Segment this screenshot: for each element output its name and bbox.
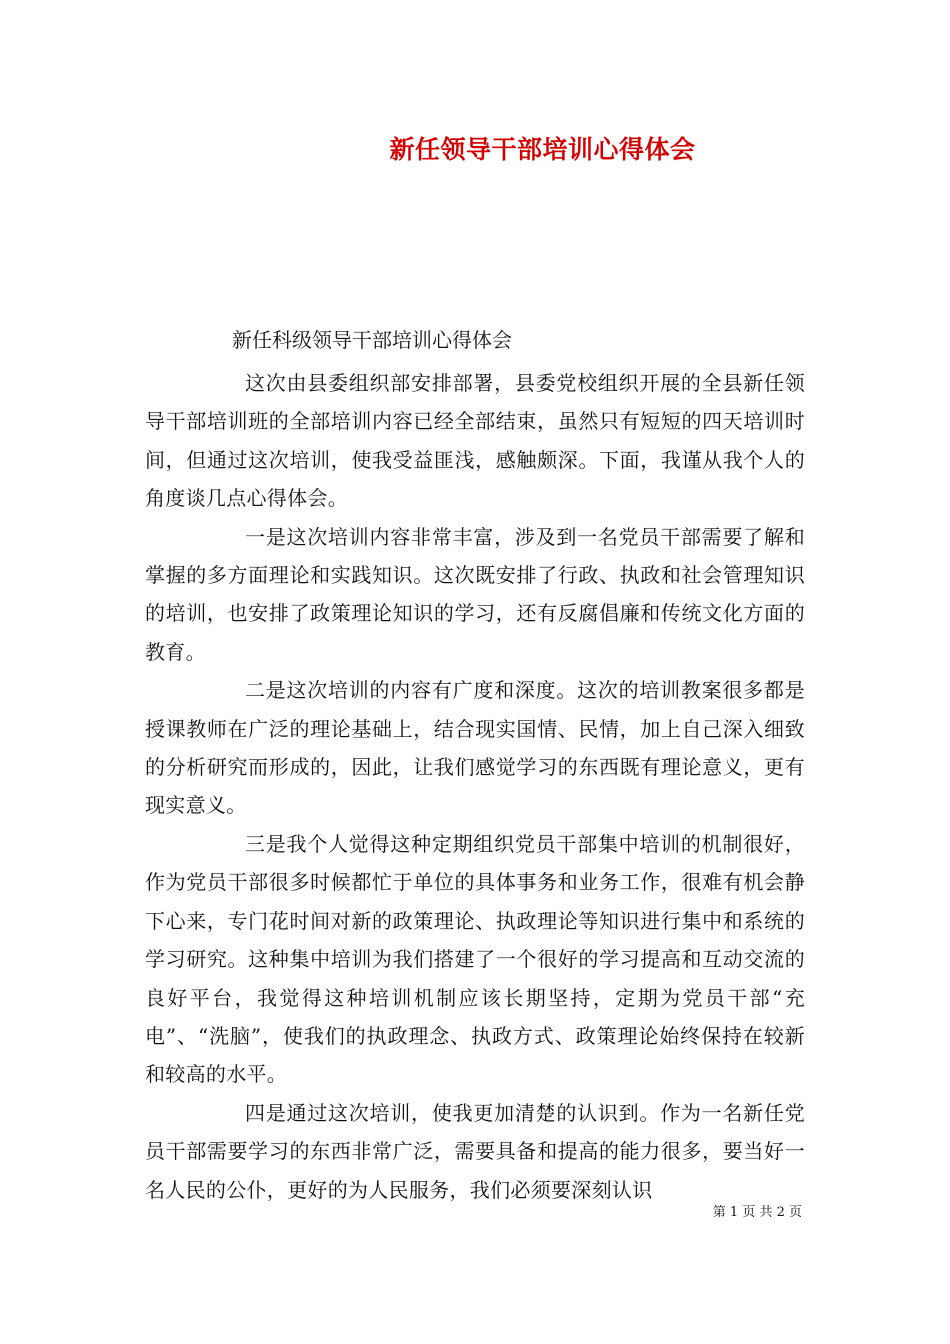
document-body: [145, 364, 805, 1209]
paragraph-intro: 这次由县委组织部安排部署，县委党校组织开展的全县新任领导干部培训班的全部培训内容已经全部结束，虽然只有短短的四天培训时间，但通过这次培训，使我受益匪浅，感触颇深。下面，我谨从我个人的角度谈几点心得体会。: [145, 371, 805, 511]
document-subtitle: 新任科级领导干部培训心得体会: [232, 328, 512, 352]
paragraph-point-one: 一是这次培训内容非常丰富，涉及到一名党员干部需要了解和掌握的多方面理论和实践知识。这次既安排了行政、执政和社会管理知识的培训，也安排了政策理论知识的学习，还有反腐倡廉和传统文化方面的教育。: [145, 524, 805, 664]
page-number-footer: 第 1 页 共 2 页: [712, 1205, 802, 1220]
page-title: 新任领导干部培训心得体会: [389, 135, 696, 164]
paragraph-point-four: 四是通过这次培训，使我更加清楚的认识到。作为一名新任党员干部需要学习的东西非常广泛，需要具备和提高的能力很多，要当好一名人民的公仆，更好的为人民服务，我们必须要深刻认识: [145, 1100, 805, 1202]
paragraph-point-two: 二是这次培训的内容有广度和深度。这次的培训教案很多都是授课教师在广泛的理论基础上，结合现实国情、民情，加上自己深入细致的分析研究而形成的，因此，让我们感觉学习的东西既有理论意义，更有现实意义。: [145, 678, 805, 818]
paragraph-point-three: 三是我个人觉得这种定期组织党员干部集中培训的机制很好，作为党员干部很多时候都忙于单位的具体事务和业务工作，很难有机会静下心来，专门花时间对新的政策理论、执政理论等知识进行集中和系统的学习研究。这种集中培训为我们搭建了一个很好的学习提高和互动交流的良好平台，我觉得这种培训机制应该长期坚持，定期为党员干部“充电”、“洗脑”，使我们的执政理念、执政方式、政策理论始终保持在较新和较高的水平。: [145, 831, 805, 1087]
